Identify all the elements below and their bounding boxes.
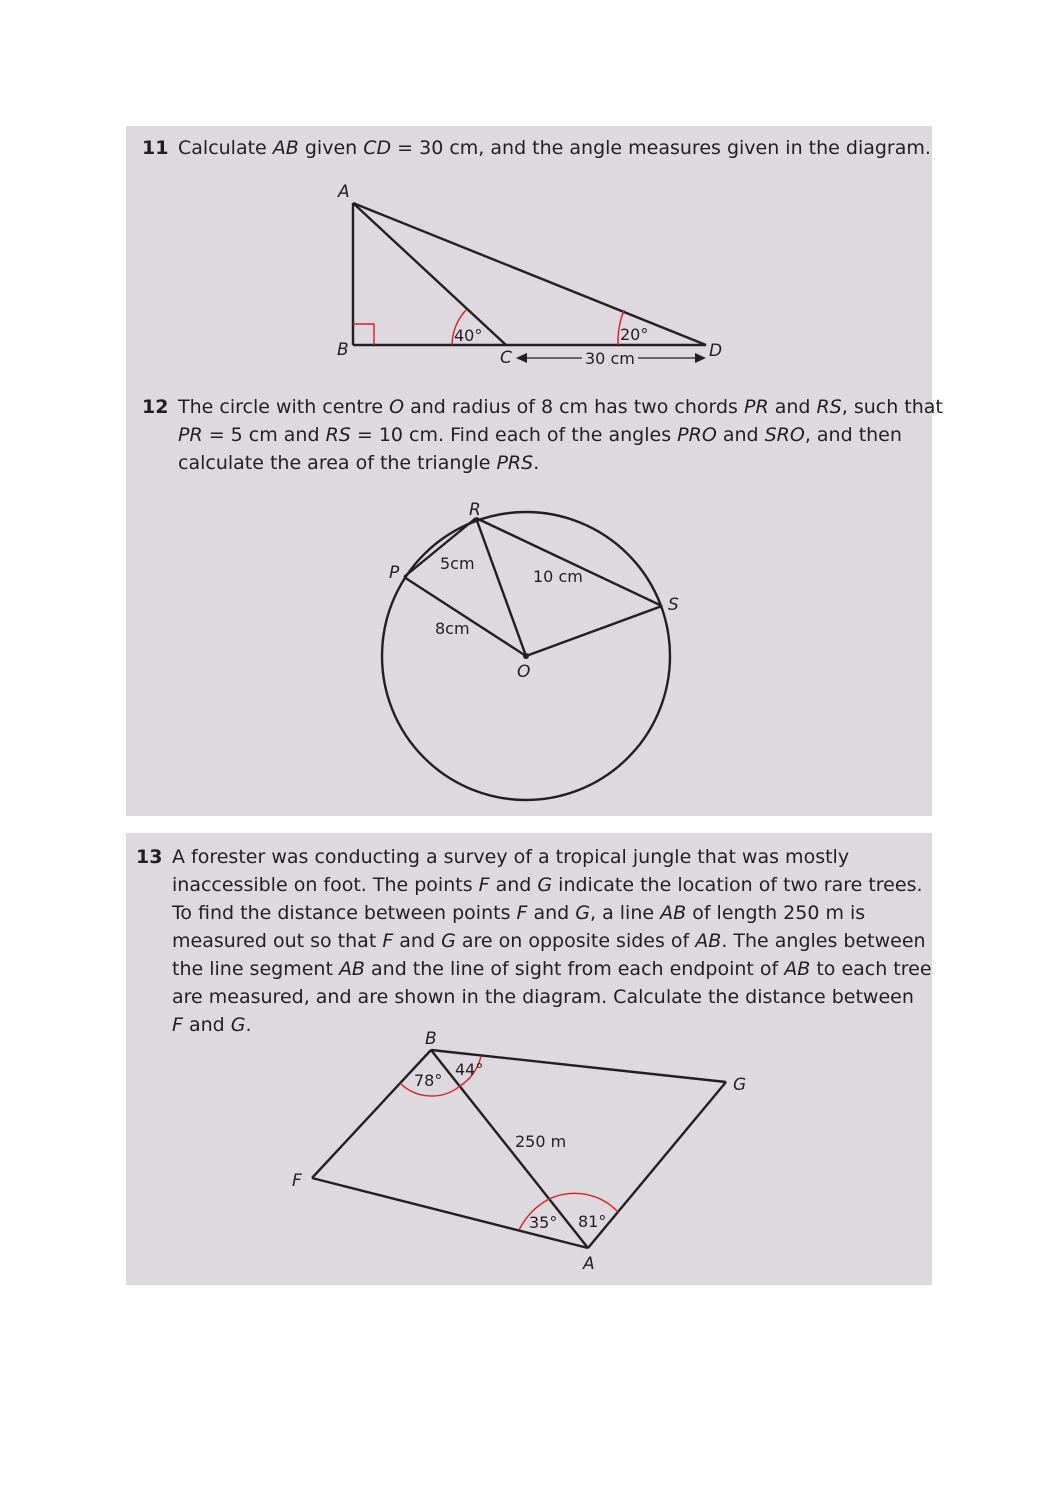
point-label-p: P: [389, 563, 400, 583]
length-label-pr: 5cm: [440, 554, 475, 573]
length-label-cd: 30 cm: [585, 349, 635, 368]
point-label-f: F: [292, 1171, 302, 1191]
angle-label-b-f: 78°: [414, 1071, 443, 1090]
angle-label-d: 20°: [620, 325, 649, 344]
point-label-b: B: [337, 340, 349, 360]
question-13-line-2: inaccessible on foot. The points F and G indicate the location of two rare trees.: [172, 874, 923, 896]
angle-label-a-f: 35°: [529, 1213, 558, 1232]
question-number-13: 13: [136, 846, 163, 868]
point-label-a: A: [338, 182, 350, 202]
question-12-line-2: PR = 5 cm and RS = 10 cm. Find each of the angles PRO and SRO, and then: [178, 424, 902, 446]
point-label-r: R: [469, 500, 481, 520]
segment-ga: [588, 1082, 726, 1248]
point-label-o: O: [517, 662, 531, 682]
angle-label-a-g: 81°: [578, 1212, 607, 1231]
length-label-ab: 250 m: [515, 1132, 567, 1151]
length-label-rs: 10 cm: [533, 567, 583, 586]
angle-arc-a-g: [549, 1193, 618, 1212]
question-11-text: Calculate AB given CD = 30 cm, and the angle measures given in the diagram.: [178, 137, 931, 159]
segment-bf: [312, 1050, 431, 1178]
question-13-line-6: are measured, and are shown in the diagram. Calculate the distance between: [172, 986, 914, 1008]
question-12-line-3: calculate the area of the triangle PRS.: [178, 452, 540, 474]
question-13-line-5: the line segment AB and the line of sight from each endpoint of AB to each tree: [172, 958, 932, 980]
question-number-12: 12: [142, 396, 169, 418]
question-13-line-1: A forester was conducting a survey of a tropical jungle that was mostly: [172, 846, 850, 868]
point-label-g: G: [733, 1075, 747, 1095]
angle-label-c: 40°: [454, 326, 483, 345]
question-13-line-4: measured out so that F and G are on opposite sides of AB. The angles between: [172, 930, 926, 952]
point-label-b: B: [425, 1029, 437, 1049]
question-12-line-1: The circle with centre O and radius of 8 cm has two chords PR and RS, such that: [178, 396, 943, 418]
point-label-c: C: [500, 348, 512, 368]
question-13-line-7: F and G.: [172, 1014, 252, 1036]
point-label-d: D: [709, 341, 723, 361]
question-13-line-3: To find the distance between points F and G, a line AB of length 250 m is: [172, 902, 866, 924]
angle-label-b-g: 44°: [455, 1060, 484, 1079]
length-label-po: 8cm: [435, 619, 470, 638]
point-label-s: S: [668, 595, 679, 615]
point-label-a: A: [583, 1254, 595, 1274]
question-number-11: 11: [142, 137, 169, 159]
